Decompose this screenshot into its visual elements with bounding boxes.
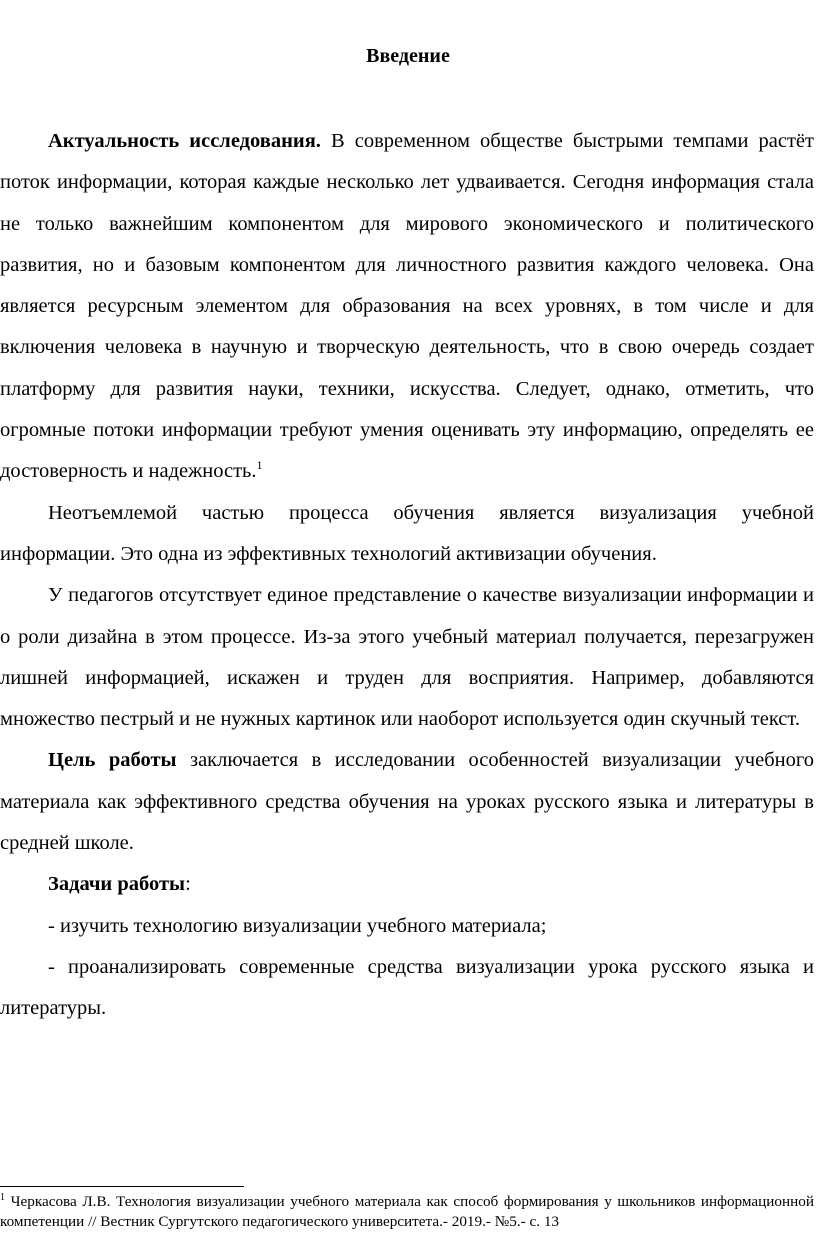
visualization-paragraph: Неотъемлемой частью процесса обучения является визуализация учебной информации. Это одна из эффективных технологий активизации обучения. bbox=[0, 501, 814, 565]
relevance-text: В современном обществе быстрыми темпами растёт поток информации, которая каждые несколько лет удваивается. Сегодня информация стала не только важнейшим компонентом для мирового экономического и политического развития, но и базовым компонентом для личностного развития каждого человека. Она является ресурсным элементом для образования на всех уровнях, в том числе и для включения человека в научную и творческую деятельность, что в свою очередь создает платформу для развития науки, техники, искусства. Следует, однако, отметить, что огромные потоки информации требуют умения оценивать эту информацию, определять ее достоверность и надежность. bbox=[0, 130, 814, 483]
tasks-heading-paragraph bbox=[0, 864, 814, 905]
footnote bbox=[0, 1192, 814, 1232]
relevance-lead: Актуальность исследования. bbox=[48, 130, 321, 152]
tasks-colon: : bbox=[185, 873, 191, 896]
document-body bbox=[0, 121, 814, 1030]
relevance-paragraph bbox=[0, 121, 814, 493]
footnote-marker: 1 bbox=[0, 1191, 5, 1203]
footnote-reference[interactable]: 1 bbox=[256, 458, 263, 473]
goal-text: заключается в исследовании особенностей визуализации учебного материала как эффективного средства обучения на уроках русского языка и литературы в средней школе. bbox=[0, 749, 814, 855]
footnote-separator bbox=[0, 1186, 244, 1187]
teachers-paragraph: У педагогов отсутствует единое представление о качестве визуализации информации и о роли дизайна в этом процессе. Из-за этого учебный материал получается, перезагружен лишней информацией, искажен и труден для восприятия. Например, добавляются множество пестрый и не нужных картинок или наоборот используется один скучный текст. bbox=[0, 584, 814, 731]
goal-paragraph bbox=[0, 740, 814, 864]
goal-lead: Цель работы bbox=[48, 749, 177, 772]
tasks-heading: Задачи работы bbox=[48, 873, 186, 896]
page-title: Введение bbox=[366, 45, 450, 67]
task-item: - изучить технологию визуализации учебного материала; bbox=[48, 914, 547, 937]
footnote-text: Черкасова Л.В. Технология визуализации учебного материала как способ формирования у школьников информационной компетенции // Вестник Сургутского педагогического университета.- 2019.- №5.- с. 13 bbox=[0, 1193, 814, 1230]
task-item: - проанализировать современные средства визуализации урока русского языка и литературы. bbox=[0, 955, 814, 1020]
